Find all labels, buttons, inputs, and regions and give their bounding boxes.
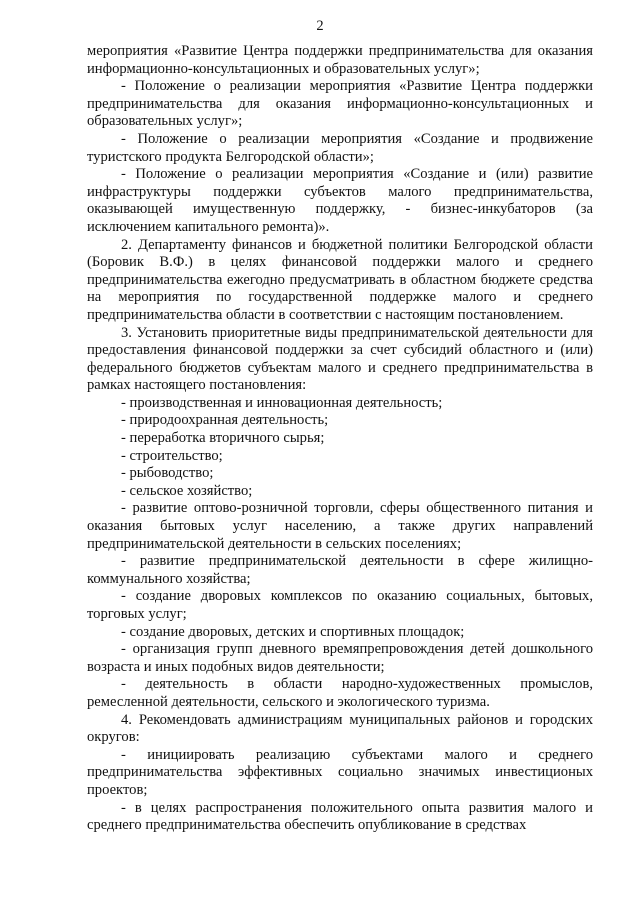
document-body	[87, 43, 593, 835]
list-item-activity: - строительство;	[121, 447, 223, 464]
page-number: 2	[316, 18, 324, 34]
list-item-regulation: - Положение о реализации мероприятия «Создание и (или) развитие инфраструктуры поддержки субъектов малого предпринимательства, оказывающей имущественную поддержку, - бизнес-инкубаторов (за исключением капитального ремонта)».	[87, 166, 593, 235]
list-item-recommendation: - инициировать реализацию субъектами малого и среднего предпринимательства эффективных социально значимых инвестиционых проектов;	[87, 746, 593, 798]
list-item-regulation: - Положение о реализации мероприятия «Создание и продвижение туристского продукта Белгородской области»;	[87, 130, 593, 165]
list-item-activity: - деятельность в области народно-художественных промыслов, ремесленной деятельности, сельского и экологического туризма.	[87, 676, 593, 710]
list-item-activity: - создание дворовых комплексов по оказанию социальных, бытовых, торговых услуг;	[87, 588, 593, 622]
list-item-activity: - развитие предпринимательской деятельности в сфере жилищно-коммунального хозяйства;	[87, 553, 593, 587]
list-item-activity: - природоохранная деятельность;	[121, 412, 329, 429]
list-item-activity: - переработка вторичного сырья;	[121, 430, 325, 447]
paragraph-item-3: 3. Установить приоритетные виды предпринимательской деятельности для предоставления финансовой поддержки за счет субсидий областного и (или) федерального бюджетов субъектам малого и среднего предпринимательства в рамках настоящего постановления:	[87, 324, 593, 394]
list-item-activity: - развитие оптово-розничной торговли, сферы общественного питания и оказания бытовых услуг населению, а также других направлений предпринимательской деятельности в сельских поселениях;	[87, 500, 593, 552]
paragraph-item-4: 4. Рекомендовать администрациям муниципальных районов и городских округов:	[87, 711, 593, 746]
paragraph-item-2: 2. Департаменту финансов и бюджетной политики Белгородской области (Боровик В.Ф.) в целях финансовой поддержки малого и среднего предпринимательства ежегодно предусматривать в областном бюджете средства на мероприятия по государственной поддержке малого и среднего предпринимательства области в соответствии с настоящим постановлением.	[87, 236, 593, 323]
list-item-regulation: - Положение о реализации мероприятия «Развитие Центра поддержки предпринимательства для оказания информационно-консультационных и образовательных услуг»;	[87, 78, 593, 130]
list-item-activity: - производственная и инновационная деятельность;	[121, 394, 443, 411]
list-item-activity: - создание дворовых, детских и спортивных площадок;	[121, 623, 465, 640]
paragraph-continuation: мероприятия «Развитие Центра поддержки предпринимательства для оказания информационно-консультационных и образовательных услуг»;	[87, 43, 593, 77]
list-item-activity: - сельское хозяйство;	[121, 482, 253, 499]
list-item-recommendation: - в целях распространения положительного опыта развития малого и среднего предпринимательства обеспечить опубликование в средствах	[87, 799, 593, 834]
list-item-activity: - организация групп дневного времяпрепровождения детей дошкольного возраста и иных подобных видов деятельности;	[87, 641, 593, 675]
list-item-activity: - рыбоводство;	[121, 465, 214, 482]
